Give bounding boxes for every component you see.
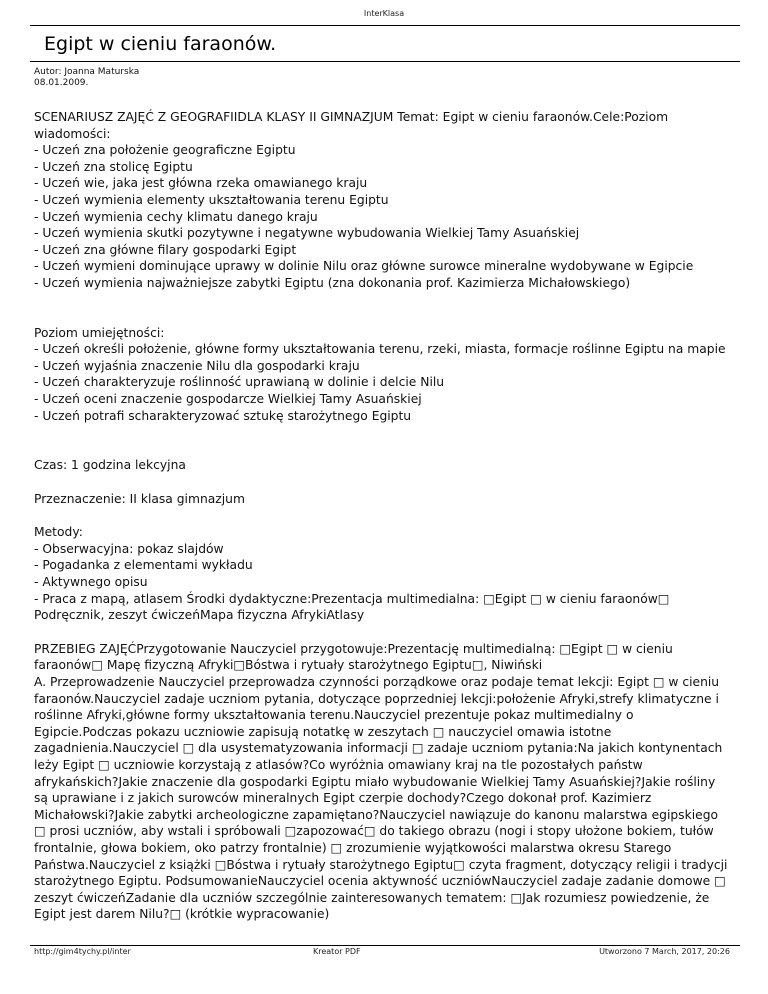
site-header: InterKlasa <box>363 9 405 18</box>
knowledge-list <box>34 142 728 291</box>
spacer <box>34 292 728 325</box>
skills-list <box>34 341 728 424</box>
list-item: - Uczeń zna główne filary gospodarki Egipt <box>34 242 297 257</box>
footer-divider <box>30 945 740 946</box>
list-item: - Uczeń wymienia najważniejsze zabytki Egiptu (zna dokonania prof. Kazimierza Michałowskiego) <box>34 275 631 290</box>
spacer <box>34 424 728 457</box>
methods-list <box>34 541 728 624</box>
list-item: - Aktywnego opisu <box>34 575 148 590</box>
document-meta <box>34 67 139 89</box>
list-item: - Uczeń zna stolicę Egiptu <box>34 159 193 174</box>
list-item: - Uczeń wymienia skutki pozytywne i negatywne wybudowania Wielkiej Tamy Asuańskiej <box>34 226 580 241</box>
list-item: - Uczeń wyjaśnia znaczenie Nilu dla gospodarki kraju <box>34 358 360 373</box>
list-item: - Uczeń charakteryzuje roślinność uprawianą w dolinie i delcie Nilu <box>34 375 445 390</box>
section-a-paragraph: A. Przeprowadzenie Nauczyciel przeprowadza czynności porządkowe oraz podaje temat lekcji: Egipt □ w cieniu faraonów.Nauczyciel zadaje uczniom pytania, dotyczące poprzedniej lekcji:położenie Afryki,strefy klimatyczne i roślinne Afryki,główne formy ukształtowania terenu.Nauczyciel prezentuje pokaz multimedialny o Egipcie.Podczas pokazu uczniowie zapisują notatkę w zeszytach □ nauczyciel omawia istotne zagadnienia.Nauczyciel □ dla usystematyzowania informacji □ zadaje uczniom pytania:Na jakich kontynentach leży Egipt □ uczniowie korzystają z atlasów?Co wyróżnia omawiany kraj na tle pozostałych państw afrykańskich?Jakie znaczenie dla gospodarki Egiptu miało wybudowanie Wielkiej Tamy Asuańskiej?Jakie rośliny są uprawiane i z jakich surowców mineralnych Egipt czerpie dochody?Czego dokonał prof. Kazimierz Michałowski?Jakie zabytki archeologiczne zapamiętano?Nauczyciel nawiązuje do kanonu malarstwa egipskiego □ prosi uczniów, aby wstali i spróbowali □zapozować□ do takiego obrazu (nogi i stopy ułożone bokiem, tułów frontalnie, głowa bokiem, oko patrzy frontalnie) □ zrozumienie wyjątkowości malarstwa okresu Starego Państwa.Nauczyciel z książki □Bóstwa i rytuały starożytnego Egiptu□ czyta fragment, dotyczący religii i tradycji starożytnego Egiptu. PodsumowanieNauczyciel ocenia aktywność uczniówNauczyciel zadaje zadanie domowe □ zeszyt ćwiczeńZadanie dla uczniów szczególnie zainteresowanych tematem: □Jak rozumiesz powiedzenie, że Egipt jest darem Nilu?□ (krótkie wypracowanie) <box>34 675 728 922</box>
list-item: - Uczeń oceni znaczenie gospodarcze Wielkiej Tamy Asuańskiej <box>34 391 422 406</box>
date-line: 08.01.2009. <box>34 78 89 88</box>
top-divider <box>30 25 740 26</box>
list-item: - Uczeń określi położenie, główne formy ukształtowania terenu, rzeki, miasta, formacje roślinne Egiptu na mapie <box>34 342 726 357</box>
time-line: Czas: 1 godzina lekcyjna <box>34 458 186 473</box>
list-item: - Uczeń wymienia cechy klimatu danego kraju <box>34 209 318 224</box>
list-item: - Pogadanka z elementami wykładu <box>34 558 253 573</box>
course-paragraph: PRZEBIEG ZAJĘĆPrzygotowanie Nauczyciel przygotowuje:Prezentację multimedialną: □Egipt □ w cieniu faraonów□ Mapę fizyczną Afryki□Bóstwa i rytuały starożytnego Egiptu□, Niwiński <box>34 641 673 673</box>
list-item: - Praca z mapą, atlasem Środki dydaktyczne:Prezentacja multimedialna: □Egipt □ w cieniu faraonów□ Podręcznik, zeszyt ćwiczeńMapa fizyczna AfrykiAtlasy <box>34 591 670 623</box>
list-item: - Uczeń wymieni dominujące uprawy w dolinie Nilu oraz główne surowce mineralne wydobywane w Egipcie <box>34 259 694 274</box>
footer-created: Utworzono 7 March, 2017, 20:26 <box>599 947 730 956</box>
author-line: Autor: Joanna Maturska <box>34 67 140 77</box>
footer-generator: Kreator PDF <box>313 947 361 956</box>
list-item: - Uczeń potrafi scharakteryzować sztukę starożytnego Egiptu <box>34 408 412 423</box>
list-item: - Uczeń wymienia elementy ukształtowania terenu Egiptu <box>34 192 389 207</box>
page-title: Egipt w cieniu faraonów. <box>44 33 277 55</box>
list-item: - Obserwacyjna: pokaz slajdów <box>34 541 224 556</box>
skills-heading: Poziom umiejętności: <box>34 325 165 340</box>
intro-paragraph: SCENARIUSZ ZAJĘĆ Z GEOGRAFIIDLA KLASY II GIMNAZJUM Temat: Egipt w cieniu faraonów.Cele:Poziom wiadomości: <box>34 110 669 141</box>
footer-url: http://gim4tychy.pl/inter <box>34 947 131 956</box>
methods-heading: Metody: <box>34 525 83 540</box>
document-body <box>34 109 728 923</box>
list-item: - Uczeń zna położenie geograficzne Egiptu <box>34 143 296 158</box>
title-divider <box>30 61 740 62</box>
spacer <box>34 474 728 491</box>
spacer <box>34 507 728 524</box>
purpose-line: Przeznaczenie: II klasa gimnazjum <box>34 491 245 506</box>
list-item: - Uczeń wie, jaka jest główna rzeka omawianego kraju <box>34 176 368 191</box>
spacer <box>34 624 728 641</box>
